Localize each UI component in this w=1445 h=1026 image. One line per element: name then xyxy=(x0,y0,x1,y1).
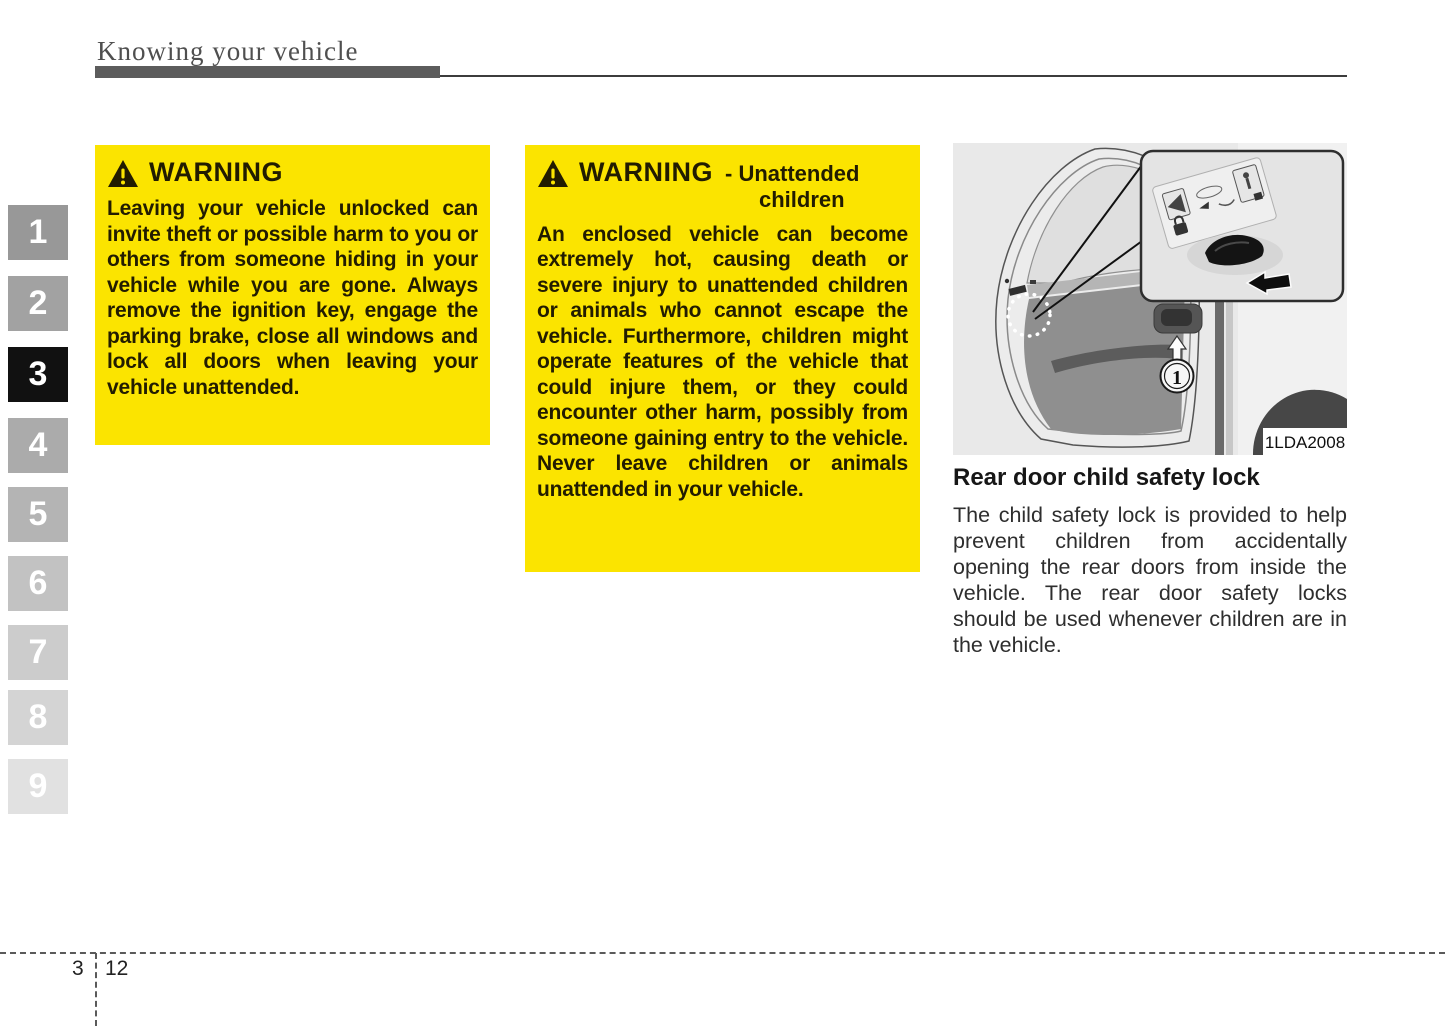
warning-box-unattended-children xyxy=(525,145,920,572)
section-body-text: The child safety lock is provided to help prevent children from accidentally opening the rear doors from inside the vehicle. The rear door safety locks should be used whenever children are in the vehicle. xyxy=(953,503,1347,657)
header-bar xyxy=(95,66,440,78)
chapter-tab-7: 7 xyxy=(8,625,68,680)
warning-body-text: Leaving your vehicle unlocked can invite theft or possible harm to you or others from someone hiding in your vehicle while you are gone. Always remove the ignition key, engage the parking brake, close all windows and lock all doors when leaving your vehicle unattended. xyxy=(107,197,478,399)
chapter-tab-8: 8 xyxy=(8,690,68,745)
door-illustration xyxy=(953,143,1347,455)
warning-body-text: An enclosed vehicle can become extremely hot, causing death or severe injury to unattended children or animals who cannot escape the vehicle. Furthermore, children might operate features of the vehicle that could injure them, or they could encounter other harm, possibly from someone gaining entry to the vehicle. Never leave children or animals unattended in your vehicle. xyxy=(537,222,908,501)
warning-triangle-icon xyxy=(107,159,139,188)
chapter-tab-6: 6 xyxy=(8,556,68,611)
chapter-tab-1: 1 xyxy=(8,205,68,260)
warning-subtitle-line1: - Unattended xyxy=(725,161,860,186)
warning-triangle-icon xyxy=(537,159,569,188)
warning-header xyxy=(537,158,908,214)
callout-1-badge xyxy=(1161,360,1194,393)
page-title: Knowing your vehicle xyxy=(97,36,359,66)
chapter-tab-9: 9 xyxy=(8,759,68,814)
header-rule xyxy=(440,75,1347,77)
footer-chapter-number: 3 xyxy=(72,957,84,980)
chapter-tab-4: 4 xyxy=(8,418,68,473)
warning-title: WARNING xyxy=(149,157,283,187)
callout-number: 1 xyxy=(1172,367,1182,389)
chapter-tab-2: 2 xyxy=(8,276,68,331)
door-handle-cup xyxy=(1161,309,1192,326)
warning-box-theft xyxy=(95,145,490,445)
warning-title: WARNING xyxy=(579,157,713,187)
footer-page-number: 12 xyxy=(105,957,129,980)
warning-header xyxy=(107,158,478,188)
warning-subtitle-line2: children xyxy=(759,187,845,213)
figure-code-label: 1LDA2008 xyxy=(1264,433,1346,452)
section-heading: Rear door child safety lock xyxy=(953,464,1260,491)
chapter-tab-5: 5 xyxy=(8,487,68,542)
figure-rear-door-child-lock xyxy=(953,143,1347,455)
warning-subtitle xyxy=(725,158,859,214)
footer-dashed-divider xyxy=(95,953,97,1026)
footer-dashed-rule xyxy=(0,952,1445,954)
chapter-tab-3-active: 3 xyxy=(8,347,68,402)
